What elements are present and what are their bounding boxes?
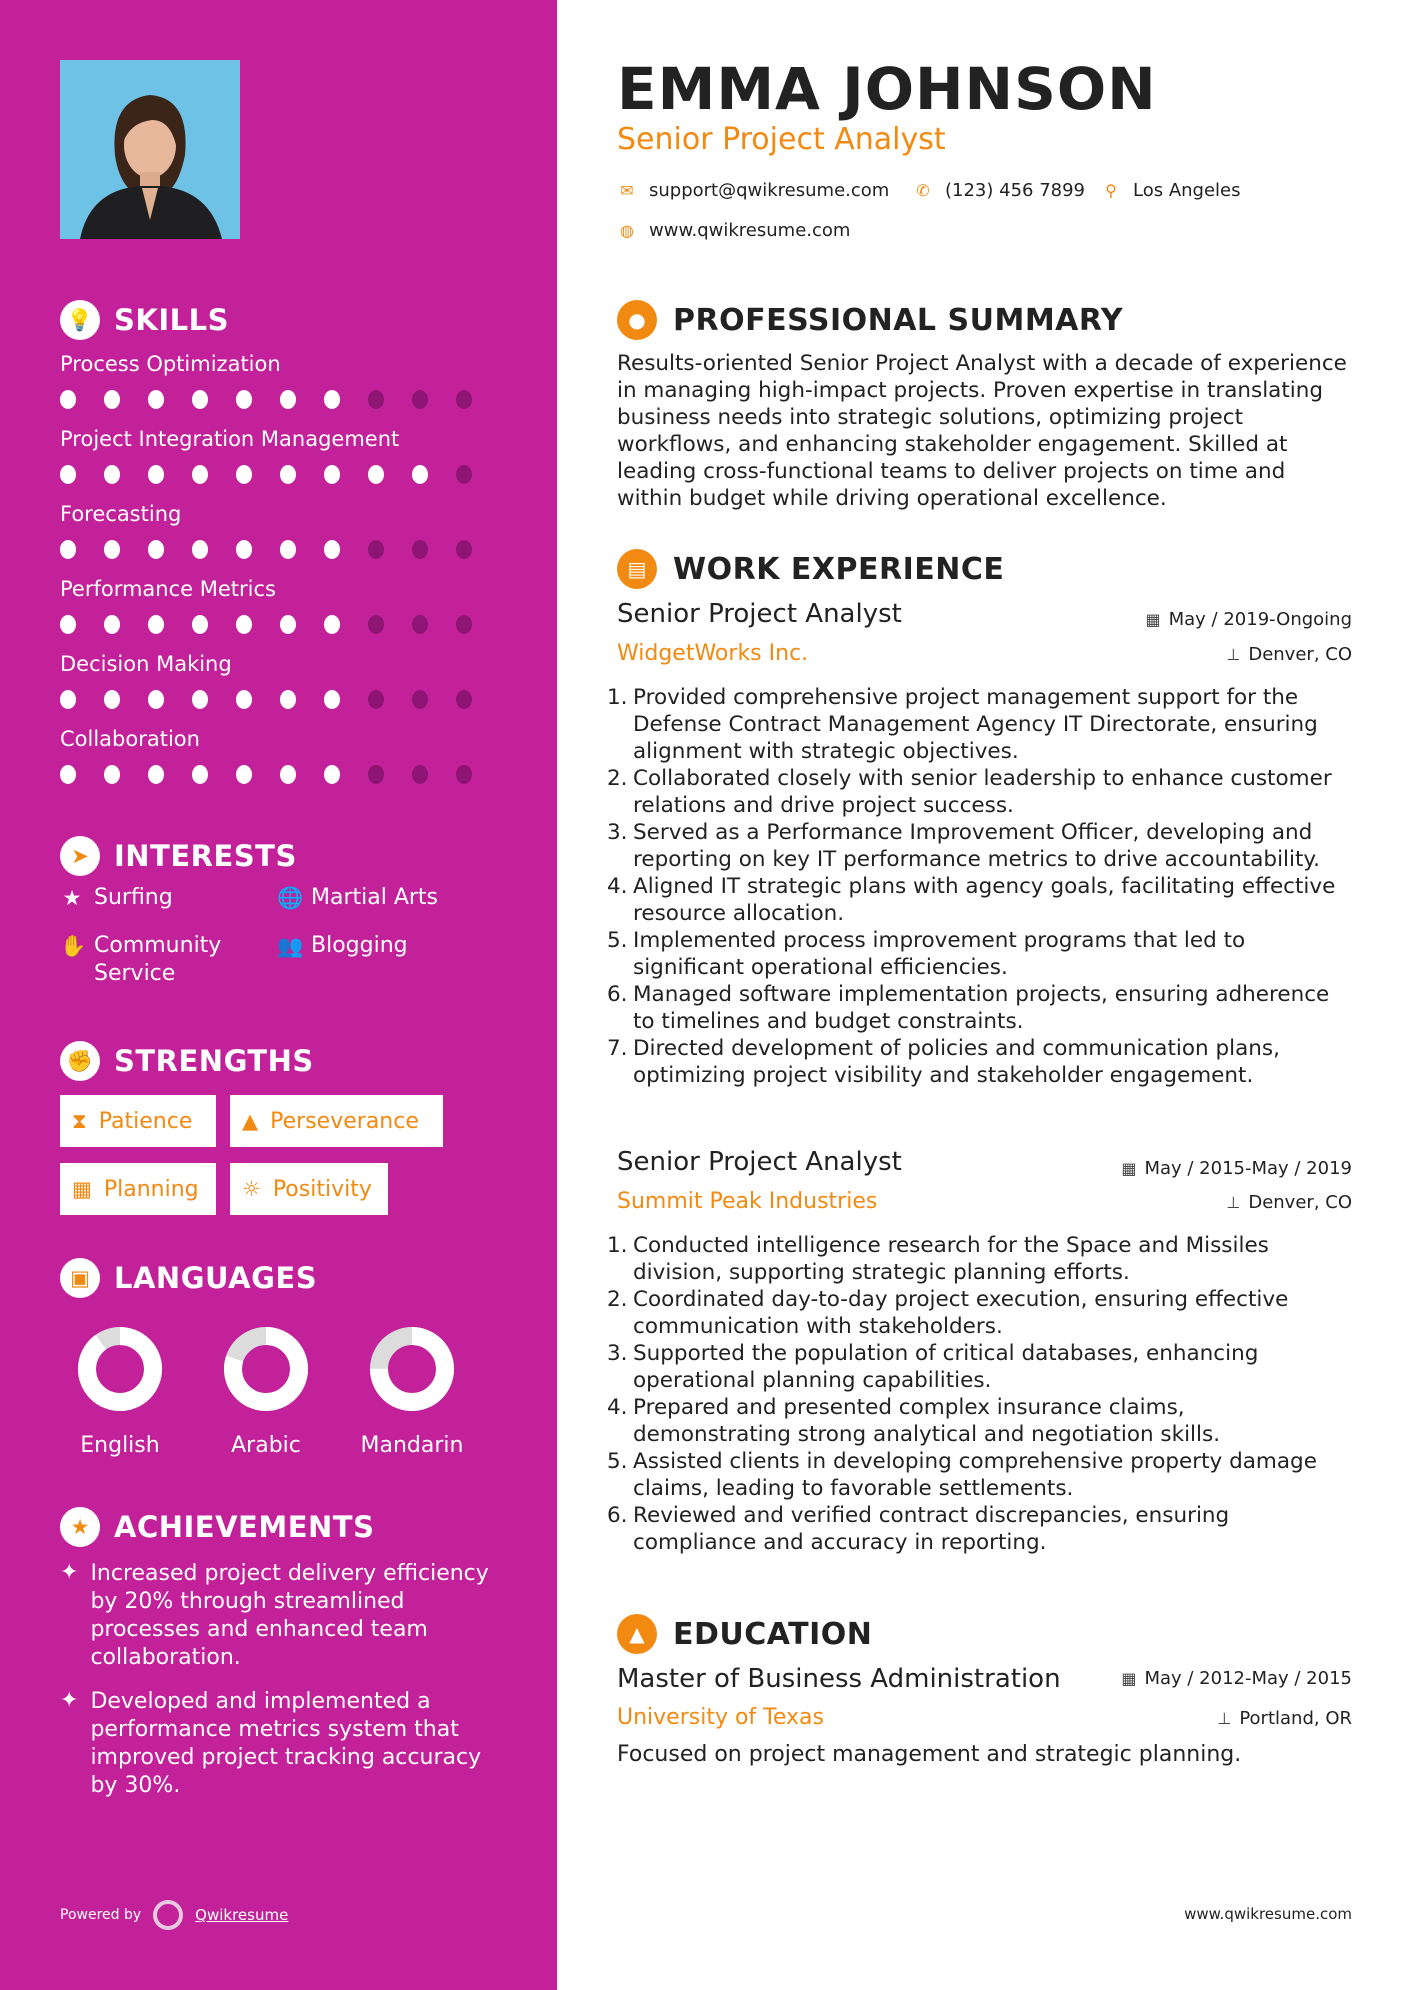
- email-text: support@qwikresume.com: [649, 180, 890, 201]
- hand-icon: ✋: [60, 934, 87, 958]
- bullet-text: Aligned IT strategic plans with agency goals, facilitating effective resource allocation.: [633, 874, 1336, 926]
- experience-header: [617, 549, 1004, 589]
- pin-icon: ⊥: [1226, 645, 1241, 664]
- bullet-number: 6.: [607, 982, 628, 1007]
- interest-item: [277, 884, 438, 912]
- rating-dot-filled: [280, 615, 296, 634]
- skill-item: [60, 727, 500, 785]
- language-ring: [206, 1325, 326, 1415]
- qwikresume-logo-icon: [153, 1900, 183, 1930]
- bullet-text: Directed development of policies and communication plans, optimizing project visibility and stakeholder engagement.: [633, 1036, 1280, 1088]
- rating-dot-empty: [456, 765, 472, 784]
- skill-rating: [60, 765, 500, 785]
- bullet-number: 5.: [607, 1449, 628, 1474]
- rating-dot-empty: [456, 465, 472, 484]
- strength-badge: [60, 1163, 216, 1215]
- rating-dot-filled: [104, 465, 120, 484]
- rating-dot-filled: [236, 690, 252, 709]
- job-bullet: [607, 873, 1347, 927]
- rating-dot-empty: [368, 540, 384, 559]
- bullet-text: Assisted clients in developing comprehensive property damage claims, leading to favorable settlements.: [633, 1449, 1317, 1501]
- education-description: Focused on project management and strategic planning.: [617, 1742, 1242, 1767]
- bullet-number: 1.: [607, 685, 628, 710]
- job-dates-text: May / 2015-May / 2019: [1144, 1158, 1352, 1179]
- lightbulb-icon: 💡: [60, 300, 100, 340]
- bullet-text: Coordinated day-to-day project execution, ensuring effective communication with stakeholders.: [633, 1287, 1289, 1339]
- achievement-item: [60, 1560, 510, 1672]
- strength-label: Positivity: [272, 1176, 372, 1202]
- rating-dot-filled: [324, 390, 340, 409]
- website-text: www.qwikresume.com: [649, 220, 851, 241]
- rating-dot-filled: [60, 690, 76, 709]
- bullet-text: Conducted intelligence research for the Space and Missiles division, supporting strategic planning efforts.: [633, 1233, 1269, 1285]
- envelope-icon: ✉: [620, 181, 634, 200]
- skill-label: Collaboration: [60, 727, 200, 751]
- rating-dot-empty: [412, 615, 428, 634]
- rating-dot-filled: [236, 615, 252, 634]
- contact-email[interactable]: [617, 180, 889, 201]
- job-bullet: [607, 981, 1347, 1035]
- rating-dot-filled: [148, 615, 164, 634]
- rating-dot-empty: [456, 690, 472, 709]
- phone-text: (123) 456 7899: [945, 180, 1086, 201]
- sidebar: [0, 0, 557, 1990]
- bullet-text: Managed software implementation projects, ensuring adherence to timelines and budget constraints.: [633, 982, 1330, 1034]
- job-location: [1226, 644, 1352, 665]
- school-name: University of Texas: [617, 1705, 824, 1730]
- achievement-text: Developed and implemented a performance metrics system that improved project tracking accuracy by 30%.: [90, 1689, 482, 1798]
- strength-label: Patience: [98, 1108, 193, 1134]
- strength-badge: [230, 1095, 443, 1147]
- rating-dot-filled: [60, 465, 76, 484]
- calendar-icon: ▦: [1121, 1669, 1137, 1688]
- skill-rating: [60, 615, 500, 635]
- job-bullet: [607, 1035, 1347, 1089]
- map-pin-icon: ⚲: [1105, 181, 1117, 200]
- skill-item: [60, 427, 500, 485]
- contact-phone[interactable]: [913, 180, 1085, 201]
- degree-title: Master of Business Administration: [617, 1664, 1061, 1694]
- skill-rating: [60, 390, 500, 410]
- fist-icon: ✊: [60, 1041, 100, 1081]
- pin-icon: ⊥: [1226, 1193, 1241, 1212]
- bullet-text: Collaborated closely with senior leadership to enhance customer relations and drive project success.: [633, 766, 1332, 818]
- language-item: [60, 1325, 180, 1458]
- rating-dot-filled: [104, 540, 120, 559]
- languages-header: [60, 1258, 317, 1298]
- strengths-header: [60, 1041, 314, 1081]
- education-title: EDUCATION: [673, 1616, 873, 1652]
- rating-dot-filled: [280, 540, 296, 559]
- job-company: WidgetWorks Inc.: [617, 641, 809, 666]
- bullet-number: 6.: [607, 1503, 628, 1528]
- skill-label: Process Optimization: [60, 352, 281, 376]
- skill-rating: [60, 540, 500, 560]
- skill-label: Forecasting: [60, 502, 182, 526]
- bullet-text: Implemented process improvement programs that led to significant operational efficiencies.: [633, 928, 1246, 980]
- job-bullet: [607, 684, 1347, 765]
- rating-dot-filled: [104, 390, 120, 409]
- education-location-text: Portland, OR: [1239, 1708, 1352, 1729]
- bullet-number: 2.: [607, 1287, 628, 1312]
- education-header: [617, 1614, 872, 1654]
- bullet-text: Reviewed and verified contract discrepancies, ensuring compliance and accuracy in reporting.: [633, 1503, 1230, 1555]
- powered-by: [60, 1900, 288, 1930]
- powered-by-label: Powered by: [60, 1907, 142, 1923]
- calendar-icon: ▦: [72, 1177, 92, 1201]
- bullet-text: Served as a Performance Improvement Officer, developing and reporting on key IT performance metrics to drive accountability.: [633, 820, 1320, 872]
- skill-label: Project Integration Management: [60, 427, 400, 451]
- rating-dot-filled: [192, 540, 208, 559]
- contact-website[interactable]: [617, 220, 850, 241]
- job-company: Summit Peak Industries: [617, 1189, 878, 1214]
- award-star-icon: ★: [60, 1507, 100, 1547]
- language-label: Arabic: [231, 1433, 301, 1458]
- graduation-cap-icon: ▲: [617, 1614, 657, 1654]
- globe-icon: 🌐: [277, 886, 304, 910]
- mountain-icon: ▲: [242, 1109, 259, 1133]
- skill-item: [60, 577, 500, 635]
- shooting-star-icon: ✦: [60, 1560, 79, 1585]
- achievements-title: ACHIEVEMENTS: [114, 1510, 375, 1544]
- calendar-icon: ▦: [1145, 610, 1161, 629]
- rating-dot-filled: [148, 765, 164, 784]
- bullet-number: 2.: [607, 766, 628, 791]
- bullet-number: 4.: [607, 1395, 628, 1420]
- rating-dot-empty: [368, 390, 384, 409]
- skill-item: [60, 652, 500, 710]
- bullet-number: 1.: [607, 1233, 628, 1258]
- rating-dot-filled: [192, 690, 208, 709]
- language-item: [352, 1325, 472, 1458]
- language-icon: ▣: [60, 1258, 100, 1298]
- interest-item: [277, 932, 408, 960]
- job-bullet: [607, 1232, 1347, 1286]
- rating-dot-filled: [60, 390, 76, 409]
- bullet-number: 3.: [607, 1341, 628, 1366]
- rating-dot-filled: [280, 690, 296, 709]
- footer-website[interactable]: www.qwikresume.com: [1184, 1905, 1352, 1923]
- rating-dot-filled: [236, 465, 252, 484]
- strength-badge: [230, 1163, 388, 1215]
- rating-dot-filled: [60, 765, 76, 784]
- language-ring: [60, 1325, 180, 1415]
- interest-item: [60, 932, 260, 988]
- rating-dot-filled: [192, 765, 208, 784]
- strength-label: Planning: [103, 1176, 199, 1202]
- rating-dot-empty: [368, 690, 384, 709]
- rating-dot-filled: [148, 390, 164, 409]
- language-ring-fill: [87, 1336, 153, 1402]
- rating-dot-filled: [324, 465, 340, 484]
- briefcase-icon: ▤: [617, 549, 657, 589]
- summary-title: PROFESSIONAL SUMMARY: [673, 302, 1124, 338]
- skill-label: Decision Making: [60, 652, 232, 676]
- strength-label: Perseverance: [270, 1108, 419, 1134]
- globe-icon: ◍: [620, 221, 634, 240]
- job-bullet: [607, 765, 1347, 819]
- rating-dot-filled: [192, 390, 208, 409]
- rating-dot-empty: [456, 540, 472, 559]
- job-bullet: [607, 1394, 1347, 1448]
- job-bullet: [607, 1286, 1347, 1340]
- rating-dot-filled: [104, 690, 120, 709]
- rating-dot-filled: [104, 765, 120, 784]
- rating-dot-filled: [192, 615, 208, 634]
- pin-icon: ⊥: [1217, 1709, 1232, 1728]
- contact-location: [1101, 180, 1241, 201]
- interest-label: Blogging: [311, 933, 408, 958]
- interest-label: Community Service: [94, 933, 222, 986]
- candidate-name: EMMA JOHNSON: [617, 55, 1157, 123]
- strengths-title: STRENGTHS: [114, 1044, 314, 1078]
- rating-dot-filled: [104, 615, 120, 634]
- bullet-number: 4.: [607, 874, 628, 899]
- rating-dot-filled: [236, 540, 252, 559]
- job-location-text: Denver, CO: [1248, 644, 1352, 665]
- job-dates-text: May / 2019-Ongoing: [1168, 609, 1352, 630]
- rating-dot-filled: [236, 765, 252, 784]
- job-bullet: [607, 1502, 1347, 1556]
- strength-badge: [60, 1095, 216, 1147]
- interest-label: Surfing: [94, 885, 173, 910]
- language-ring: [352, 1325, 472, 1415]
- users-icon: 👥: [277, 934, 304, 958]
- bullet-text: Supported the population of critical databases, enhancing operational planning capabilities.: [633, 1341, 1259, 1393]
- rating-dot-empty: [412, 765, 428, 784]
- rating-dot-filled: [192, 465, 208, 484]
- calendar-icon: ▦: [1121, 1159, 1137, 1178]
- skill-rating: [60, 690, 500, 710]
- rating-dot-empty: [456, 390, 472, 409]
- rating-dot-empty: [368, 765, 384, 784]
- profile-photo: [60, 60, 240, 239]
- language-label: English: [80, 1433, 160, 1458]
- bullet-number: 3.: [607, 820, 628, 845]
- hourglass-icon: ⧗: [72, 1108, 87, 1133]
- sun-icon: ☼: [242, 1177, 261, 1201]
- rating-dot-filled: [324, 540, 340, 559]
- rating-dot-filled: [280, 390, 296, 409]
- interest-label: Martial Arts: [311, 885, 439, 910]
- paper-plane-icon: ➤: [60, 836, 100, 876]
- skills-title: SKILLS: [114, 303, 229, 337]
- language-label: Mandarin: [360, 1433, 464, 1458]
- qwikresume-link[interactable]: Qwikresume: [195, 1906, 289, 1924]
- bullet-text: Prepared and presented complex insurance claims, demonstrating strong analytical and negotiation skills.: [633, 1395, 1221, 1447]
- rating-dot-empty: [368, 615, 384, 634]
- rating-dot-filled: [148, 540, 164, 559]
- job-bullet: [607, 1448, 1347, 1502]
- interests-header: [60, 836, 297, 876]
- skill-rating: [60, 465, 500, 485]
- rating-dot-empty: [412, 540, 428, 559]
- job-title: Senior Project Analyst: [617, 1147, 902, 1177]
- rating-dot-filled: [148, 465, 164, 484]
- interest-item: [60, 884, 173, 912]
- rating-dot-filled: [324, 765, 340, 784]
- rating-dot-filled: [280, 765, 296, 784]
- languages-title: LANGUAGES: [114, 1261, 318, 1295]
- rating-dot-empty: [412, 690, 428, 709]
- achievement-text: Increased project delivery efficiency by 20% through streamlined processes and enhanced team collaboration.: [90, 1561, 489, 1670]
- job-title: Senior Project Analyst: [617, 599, 902, 629]
- job-bullet: [607, 1340, 1347, 1394]
- interests-title: INTERESTS: [114, 839, 297, 873]
- bullet-number: 7.: [607, 1036, 628, 1061]
- rating-dot-filled: [236, 390, 252, 409]
- rating-dot-filled: [148, 690, 164, 709]
- job-bullets: [607, 684, 1347, 1089]
- education-dates: [1121, 1668, 1352, 1689]
- job-location: [1226, 1192, 1352, 1213]
- summary-text: Results-oriented Senior Project Analyst with a decade of experience in managing high-impact projects. Proven expertise in translating business needs into strategic solutions, optimizing project workflows, and enhancing stakeholder engagement. Skilled at leading cross-functional teams to deliver projects on time and within budget while driving operational excellence.: [617, 351, 1347, 511]
- skill-label: Performance Metrics: [60, 577, 276, 601]
- user-icon: ●: [617, 300, 657, 340]
- experience-title: WORK EXPERIENCE: [673, 551, 1005, 587]
- job-bullets: [607, 1232, 1347, 1556]
- phone-icon: ✆: [916, 181, 930, 200]
- rating-dot-filled: [412, 465, 428, 484]
- rating-dot-filled: [60, 615, 76, 634]
- bullet-text: Provided comprehensive project management support for the Defense Contract Management Agency IT Directorate, ensuring alignment with strategic objectives.: [633, 685, 1318, 764]
- achievement-item: [60, 1688, 510, 1800]
- star-icon: ★: [62, 886, 82, 910]
- shooting-star-icon: ✦: [60, 1688, 79, 1713]
- skill-item: [60, 502, 500, 560]
- job-location-text: Denver, CO: [1248, 1192, 1352, 1213]
- location-text: Los Angeles: [1133, 180, 1241, 201]
- rating-dot-empty: [412, 390, 428, 409]
- language-item: [206, 1325, 326, 1458]
- bullet-number: 5.: [607, 928, 628, 953]
- education-dates-text: May / 2012-May / 2015: [1144, 1668, 1352, 1689]
- candidate-role: Senior Project Analyst: [617, 122, 946, 157]
- rating-dot-empty: [456, 615, 472, 634]
- skill-item: [60, 352, 500, 410]
- rating-dot-filled: [280, 465, 296, 484]
- job-dates: [1146, 609, 1353, 630]
- rating-dot-filled: [368, 465, 384, 484]
- job-bullet: [607, 927, 1347, 981]
- rating-dot-filled: [60, 540, 76, 559]
- skills-header: [60, 300, 229, 340]
- achievements-header: [60, 1507, 374, 1547]
- rating-dot-filled: [324, 615, 340, 634]
- summary-header: [617, 300, 1123, 340]
- education-location: [1217, 1708, 1352, 1729]
- job-bullet: [607, 819, 1347, 873]
- rating-dot-filled: [324, 690, 340, 709]
- job-dates: [1121, 1158, 1352, 1179]
